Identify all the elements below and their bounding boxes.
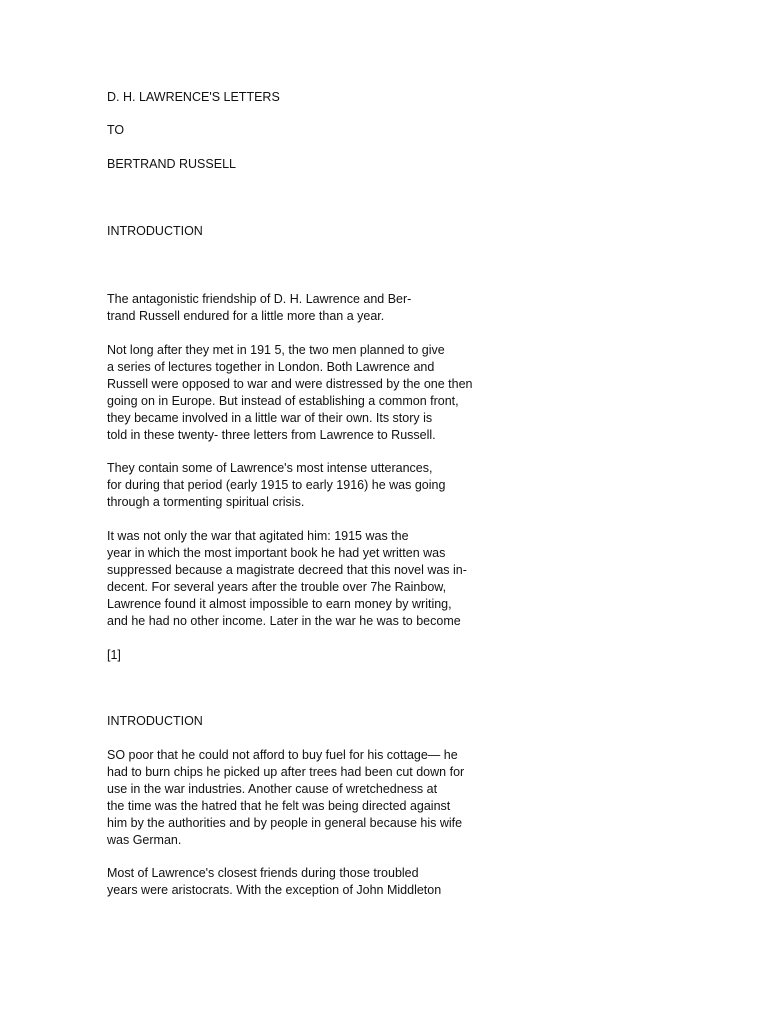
- paragraph-line: told in these twenty- three letters from Lawrence to Russell.: [107, 428, 436, 442]
- paragraph-line: Most of Lawrence's closest friends during those troubled: [107, 866, 419, 880]
- paragraph-line: a series of lectures together in London. Both Lawrence and: [107, 360, 435, 374]
- paragraph-line: SO poor that he could not afford to buy fuel for his cottage— he: [107, 748, 458, 762]
- paragraph-line: years were aristocrats. With the exception of John Middleton: [107, 883, 442, 897]
- paragraph-line: they became involved in a little war of their own. Its story is: [107, 411, 433, 425]
- paragraph-line: The antagonistic friendship of D. H. Lawrence and Ber-: [107, 292, 412, 306]
- paragraph-line: They contain some of Lawrence's most intense utterances,: [107, 461, 433, 475]
- paragraph-line: had to burn chips he picked up after trees had been cut down for: [107, 765, 465, 779]
- paragraph-line: the time was the hatred that he felt was being directed against: [107, 799, 451, 813]
- paragraph-line: Lawrence found it almost impossible to earn money by writing,: [107, 597, 452, 611]
- paragraph-line: going on in Europe. But instead of establishing a common front,: [107, 394, 459, 408]
- paragraph-line: use in the war industries. Another cause of wretchedness at: [107, 782, 438, 796]
- title-line: BERTRAND RUSSELL: [107, 157, 236, 171]
- paragraph-line: for during that period (early 1915 to early 1916) he was going: [107, 478, 446, 492]
- paragraph-line: suppressed because a magistrate decreed that this novel was in-: [107, 563, 467, 577]
- paragraph-line: trand Russell endured for a little more than a year.: [107, 309, 385, 323]
- paragraph-line: It was not only the war that agitated him: 1915 was the: [107, 529, 409, 543]
- running-header: INTRODUCTION: [107, 714, 203, 728]
- section-heading: INTRODUCTION: [107, 224, 203, 238]
- paragraph-line: year in which the most important book he had yet written was: [107, 546, 446, 560]
- title-line: TO: [107, 123, 125, 137]
- paragraph-line: was German.: [107, 833, 182, 847]
- paragraph-line: Not long after they met in 191 5, the two men planned to give: [107, 343, 445, 357]
- paragraph-line: him by the authorities and by people in general because his wife: [107, 816, 463, 830]
- paragraph-line: Russell were opposed to war and were distressed by the one then: [107, 377, 473, 391]
- title-line: D. H. LAWRENCE'S LETTERS: [107, 90, 280, 104]
- paragraph-line: through a tormenting spiritual crisis.: [107, 495, 305, 509]
- paragraph-line: decent. For several years after the trouble over 7he Rainbow,: [107, 580, 447, 594]
- paragraph-line: and he had no other income. Later in the war he was to become: [107, 614, 461, 628]
- page-number: [1]: [107, 648, 121, 662]
